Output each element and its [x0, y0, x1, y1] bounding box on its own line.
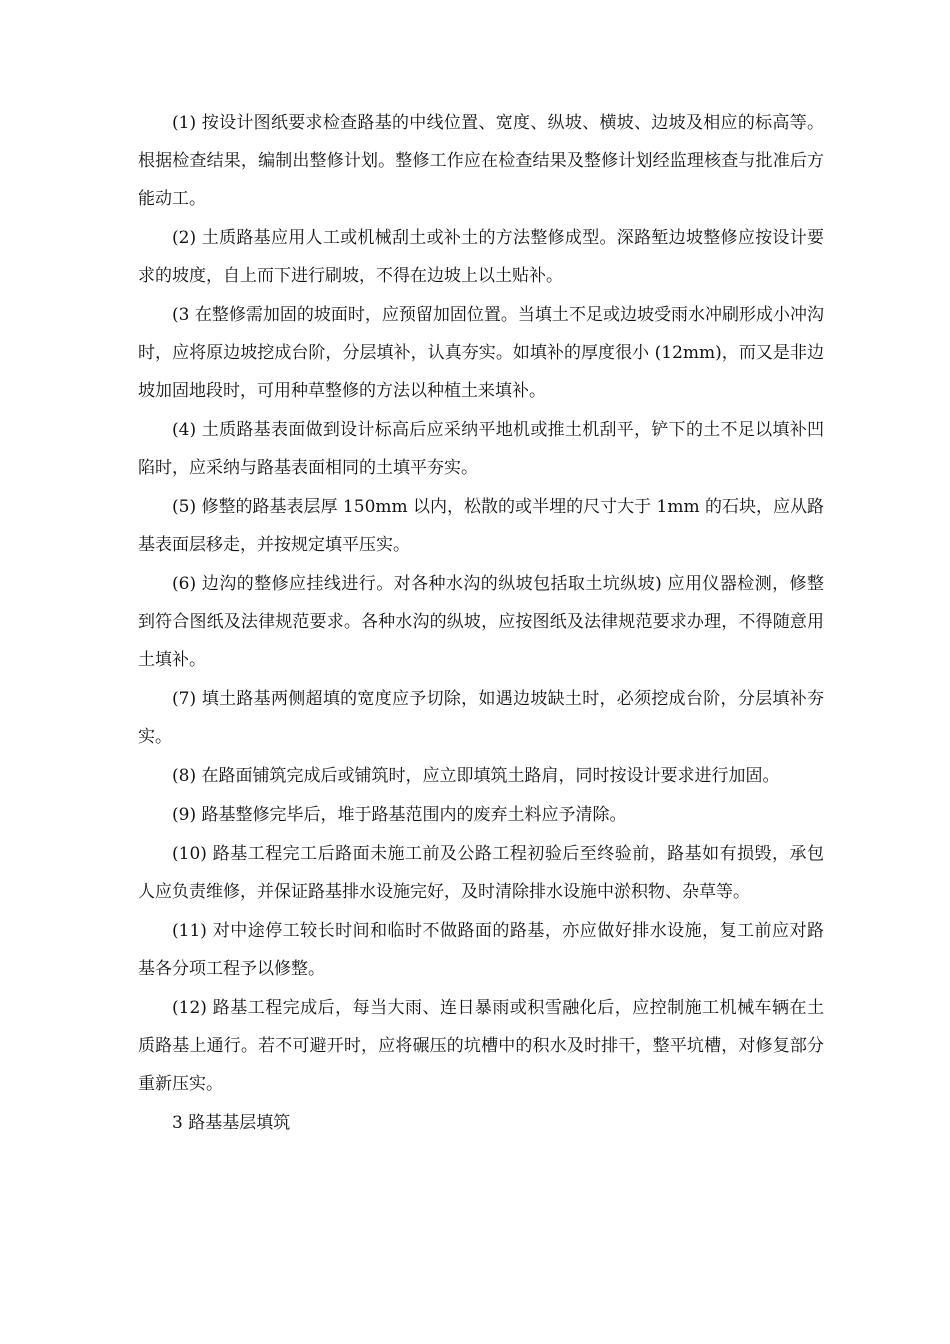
paragraph-11: (11) 对中途停工较长时间和临时不做路面的路基，亦应做好排水设施，复工前应对路基各分项工程予以修整。: [138, 921, 824, 979]
paragraph-10: (10) 路基工程完工后路面未施工前及公路工程初验后至终验前，路基如有损毁，承包人应负责维修，并保证路基排水设施完好，及时清除排水设施中淤积物、杂草等。: [138, 844, 824, 902]
paragraph-2: (2) 土质路基应用人工或机械刮土或补土的方法整修成型。深路堑边坡整修应按设计要求的坡度，自上而下进行刷坡，不得在边坡上以土贴补。: [138, 228, 824, 286]
paragraph-12: (12) 路基工程完成后，每当大雨、连日暴雨或积雪融化后，应控制施工机械车辆在土质路基上通行。若不可避开时，应将碾压的坑槽中的积水及时排干，整平坑槽，对修复部分重新压实。: [138, 998, 824, 1094]
paragraph-5: (5) 修整的路基表层厚 150mm 以内，松散的或半埋的尺寸大于 1mm 的石块，应从路基表面层移走，并按规定填平压实。: [138, 497, 824, 555]
paragraph-4: (4) 土质路基表面做到设计标高后应采纳平地机或推土机刮平，铲下的土不足以填补凹陷时，应采纳与路基表面相同的土填平夯实。: [138, 420, 824, 478]
paragraph-7: (7) 填土路基两侧超填的宽度应予切除，如遇边坡缺土时，必须挖成台阶，分层填补夯实。: [138, 689, 824, 747]
section-heading: 3 路基基层填筑: [172, 1113, 291, 1133]
paragraph-9: (9) 路基整修完毕后，堆于路基范围内的废弃土料应予清除。: [172, 805, 627, 825]
paragraph-6: (6) 边沟的整修应挂线进行。对各种水沟的纵坡包括取土坑纵坡) 应用仪器检测，修整到符合图纸及法律规范要求。各种水沟的纵坡，应按图纸及法律规范要求办理，不得随意用土填补。: [138, 574, 824, 670]
paragraph-3: (3 在整修需加固的坡面时，应预留加固位置。当填土不足或边坡受雨水冲刷形成小冲沟时，应将原边坡挖成台阶，分层填补，认真夯实。如填补的厚度很小 (12mm)，而又是非边坡加固地段时，可用种草整修的方法以种植土来填补。: [138, 305, 824, 401]
paragraph-8: (8) 在路面铺筑完成后或铺筑时，应立即填筑土路肩，同时按设计要求进行加固。: [172, 766, 780, 786]
document-body: [138, 104, 824, 1143]
paragraph-1: (1) 按设计图纸要求检查路基的中线位置、宽度、纵坡、横坡、边坡及相应的标高等。根据检查结果，编制出整修计划。整修工作应在检查结果及整修计划经监理核查与批准后方能动工。: [138, 113, 824, 209]
